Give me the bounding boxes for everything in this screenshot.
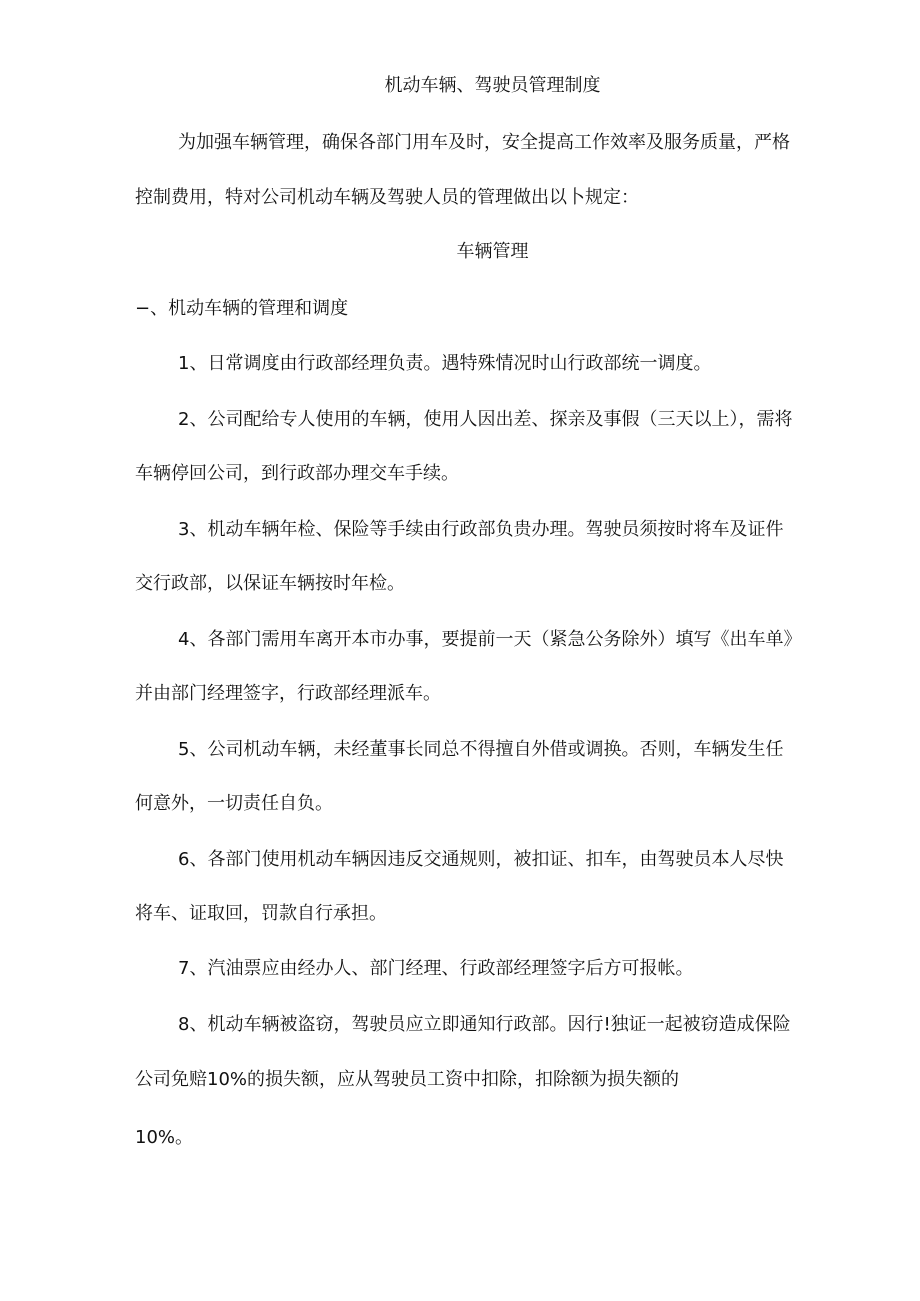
item-8-line-3: 10%。 [135,1127,194,1148]
item-8-line-2: 公司免赔10%的损失额，应从驾驶员工资中扣除，扣除额为损失额的 [135,1069,680,1090]
item-6-line-1: 6、各部门使用机动车辆因违反交通规则，被扣证、扣车，由驾驶员本人尽快 [178,849,784,870]
intro-line-2: 控制费用，特对公司机动车辆及驾驶人员的管理做出以卜规定： [135,187,639,208]
item-6-line-2: 将车、证取回，罚款自行承担。 [135,903,387,924]
item-2-line-1: 2、公司配给专人使用的车辆，使用人因出差、探亲及事假（三天以上），需将 [178,409,793,430]
item-7-line-1: 7、汽油票应由经办人、部门经理、行政部经理签字后方可报帐。 [178,958,694,979]
section-heading: 车辆管理 [456,241,529,262]
subsection-heading: −、机动车辆的管理和调度 [135,298,349,319]
intro-line-1: 为加强车辆管理，确保各部门用车及时，安全提高工作效率及服务质量，严格 [178,132,790,153]
item-3-line-1: 3、机动车辆年检、保险等手续由行政部负贵办理。驾驶员须按时将车及证件 [178,519,784,540]
item-5-line-2: 何意外，一切责任自负。 [135,793,333,814]
item-5-line-1: 5、公司机动车辆，未经董事长同总不得擅自外借或调换。否则，车辆发生任 [178,739,784,760]
item-8-line-1: 8、机动车辆被盗窃，驾驶员应立即通知行政部。因行!独证一起被窃造成保险 [178,1014,791,1035]
item-1-line-1: 1、日常调度由行政部经理负责。遇特殊情况时山行政部统一调度。 [178,353,712,374]
item-3-line-2: 交行政部，以保证车辆按时年检。 [135,573,405,594]
item-2-line-2: 车辆停回公司，到行政部办理交车手续。 [135,463,459,484]
document-title: 机动车辆、驾驶员管理制度 [384,75,601,96]
item-4-line-2: 并由部门经理签字，行政部经理派车。 [135,683,441,704]
item-4-line-1: 4、各部门需用车离开本市办事，要提前一天（紧急公务除外）填写《出车单》 [178,629,802,650]
